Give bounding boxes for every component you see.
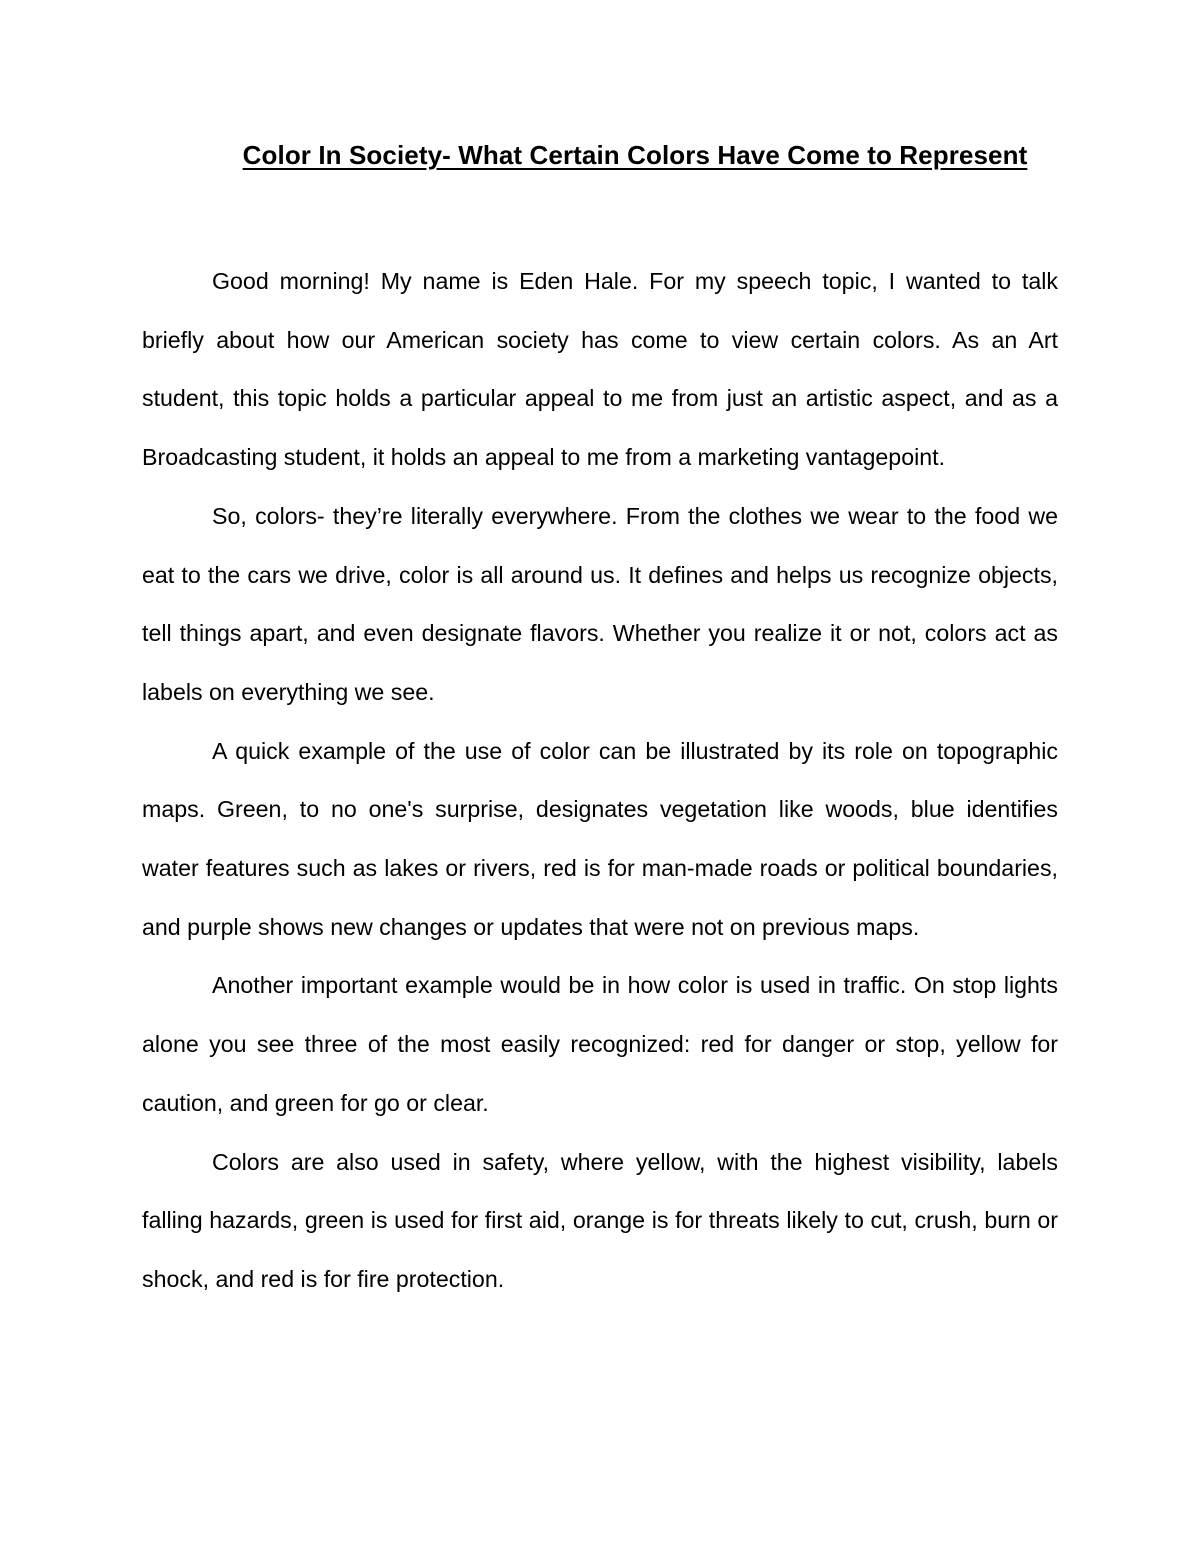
paragraph-topographic-maps: A quick example of the use of color can be illustrated by its role on topographic maps. Green, to no one's surprise, designates vegetation like woods, blue identifies water features such as lakes or rivers, red is for man-made roads or political boundaries, and purple shows new changes or updates that were not on previous maps.	[142, 737, 1058, 940]
paragraph-traffic: Another important example would be in how color is used in traffic. On stop lights alone you see three of the most easily recognized: red for danger or stop, yellow for caution, and green for go or clear.	[142, 972, 1058, 1116]
document-body	[142, 252, 1058, 1309]
paragraph-colors-everywhere: So, colors- they’re literally everywhere. From the clothes we wear to the food we eat to the cars we drive, color is all around us. It defines and helps us recognize objects, tell things apart, and even designate flavors. Whether you realize it or not, colors act as labels on everything we see.	[142, 502, 1058, 705]
paragraph-safety: Colors are also used in safety, where yellow, with the highest visibility, labels falling hazards, green is used for first aid, orange is for threats likely to cut, crush, burn or shock, and red is for fire protection.	[142, 1148, 1058, 1292]
document-title: Color In Society- What Certain Colors Have Come to Represent	[242, 140, 1028, 170]
paragraph-introduction: Good morning! My name is Eden Hale. For my speech topic, I wanted to talk briefly about how our American society has come to view certain colors. As an Art student, this topic holds a particular appeal to me from just an artistic aspect, and as a Broadcasting student, it holds an appeal to me from a marketing vantagepoint.	[142, 268, 1058, 471]
